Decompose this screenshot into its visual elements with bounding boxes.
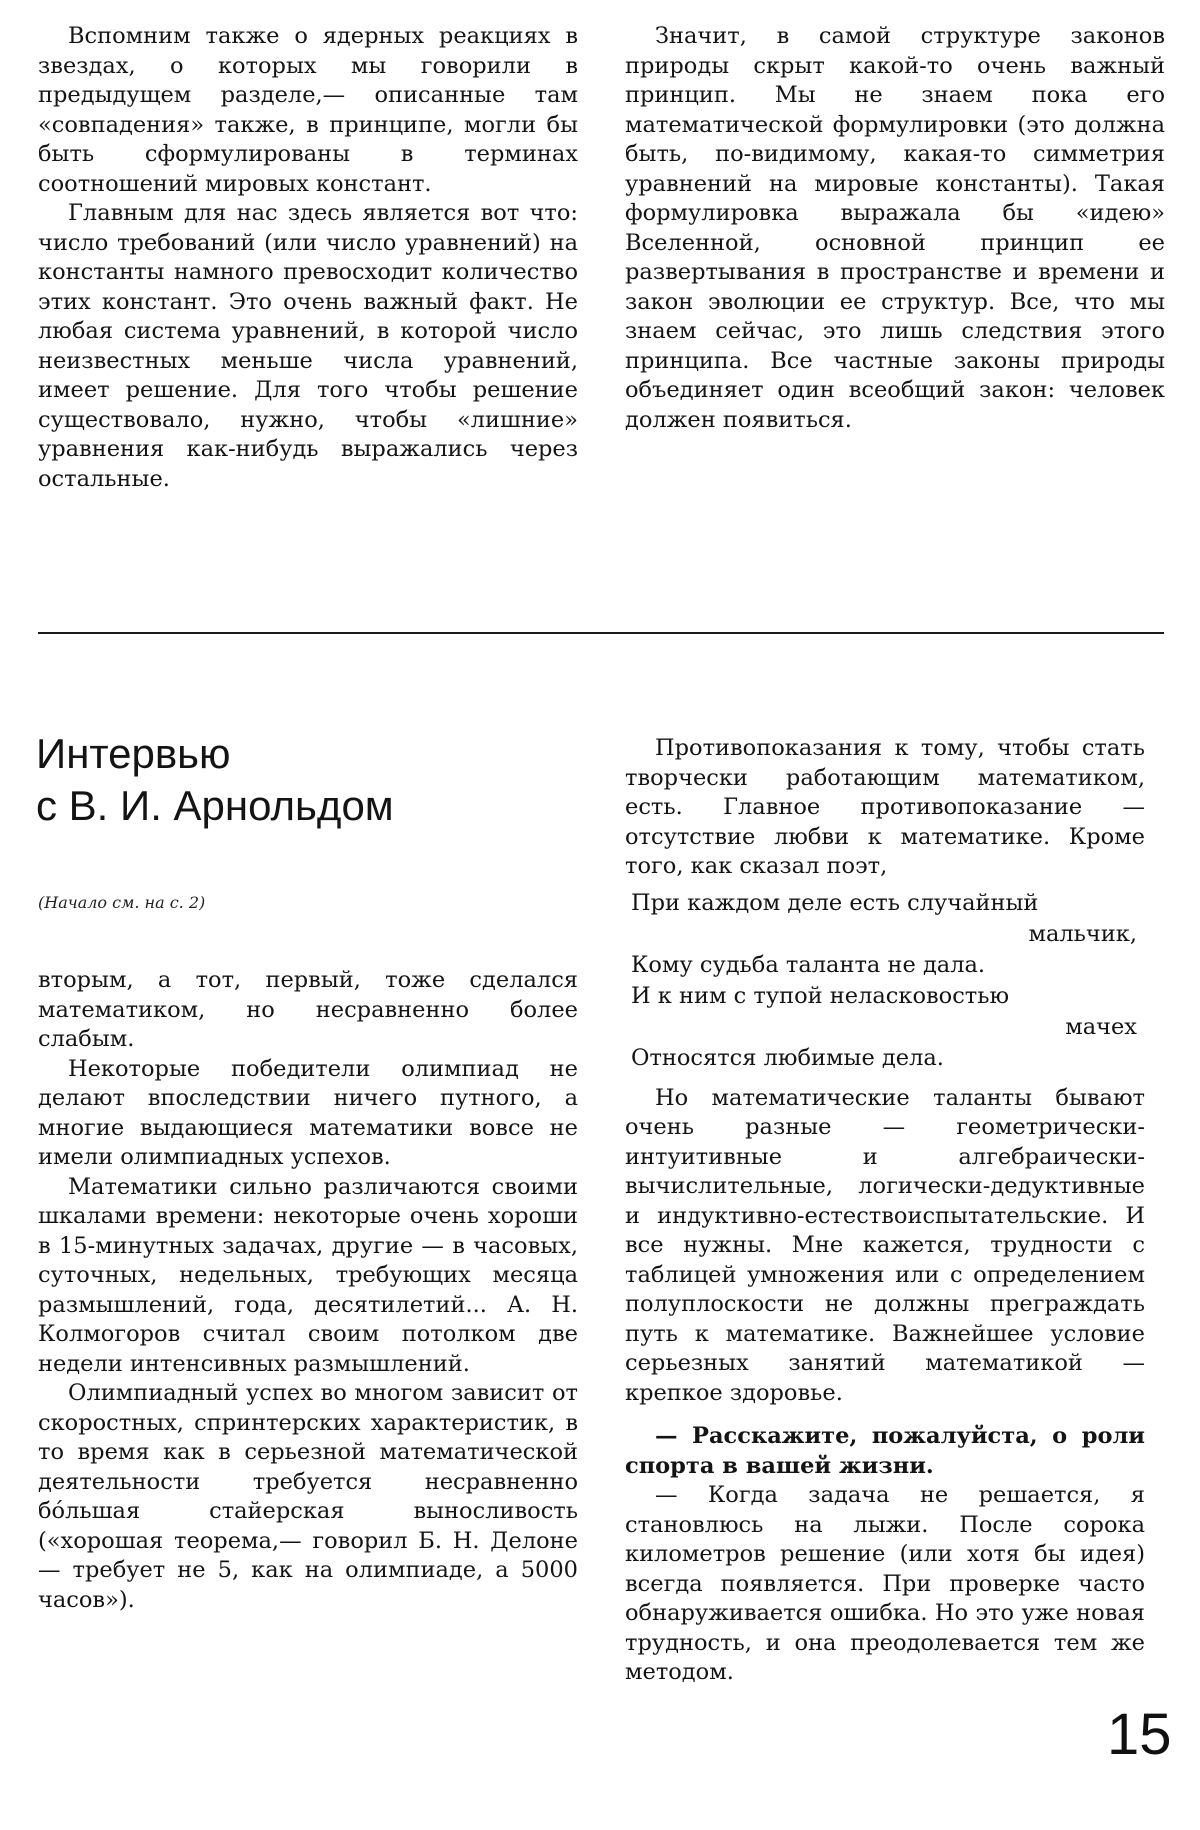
paragraph: Вспомним также о ядерных реакциях в звездах, о которых мы говорили в предыдущем разделе,— описанные там «совпадения» также, в принципе, могли бы быть сформулированы в терминах соотношений мировых констант. [38,23,578,197]
poem-line: Кому судьба таланта не дала. [631,951,986,978]
poem-line-continuation: мальчик, [1028,920,1137,947]
top-left-column [38,22,578,494]
bottom-left-column [38,966,578,1615]
interview-answer: — Когда задача не решается, я становлюсь на лыжи. После сорока километров решение (или хотя бы идея) всегда появляется. При проверке часто обнаруживается ошибка. Но это уже новая трудность, и она преодолевается тем же методом. [625,1482,1145,1685]
article-title [36,728,576,832]
poem-line: При каждом деле есть случайный [631,889,1039,916]
poem-line: Относятся любимые дела. [631,1044,944,1071]
paragraph: Но математические таланты бывают очень разные — геометрически-интуитивные и алгебраически-вычислительные, логически-дедуктивные и индуктивно-естествоиспытательские. И все нужны. Мне кажется, трудности с таблицей умножения или с определением полуплоскости не должны преграждать путь к математике. Важнейшее условие серьезных занятий математикой — крепкое здоровье. [625,1084,1145,1406]
continuation-note: (Начало см. на с. 2) [38,893,206,912]
paragraph: Математики сильно различаются своими шкалами времени: некоторые очень хороши в 15-минутных задачах, другие — в часовых, суточных, недельных, требующих месяца размышлений, года, десятилетий... А. Н. Колмогоров считал своим потолком две недели интенсивных размышлений. [38,1173,578,1377]
paragraph: вторым, а тот, первый, тоже сделался математиком, но несравненно более слабым. [38,967,578,1052]
page-number: 15 [1107,1702,1172,1767]
paragraph: Противопоказания к тому, чтобы стать творчески работающим математиком, есть. Главное противопоказание — отсутствие любви к математике. Кроме того, как сказал поэт, [625,735,1145,879]
paragraph: Олимпиадный успех во многом зависит от скоростных, спринтерских характеристик, в то время как в серьезной математической деятельности требуется несравненно бóльшая стайерская выносливость («хорошая теорема,— говорил Б. Н. Делоне — требует не 5, как на олимпиаде, а 5000 часов»). [38,1380,578,1613]
paragraph: Главным для нас здесь является вот что: число требований (или число уравнений) на константы намного превосходит количество этих констант. Это очень важный факт. Не любая система уравнений, в которой число неизвестных меньше числа уравнений, имеет решение. Для того чтобы решение существовало, нужно, чтобы «лишние» уравнения как-нибудь выражались через остальные. [38,200,578,492]
paragraph: Значит, в самой структуре законов природы скрыт какой-то очень важный принцип. Мы не знаем пока его математической формулировки (это должна быть, по-видимому, какая-то симметрия уравнений на мировые константы). Такая формулировка выражала бы «идею» Вселенной, основной принцип ее развертывания в пространстве и времени и закон эволюции ее структур. Все, что мы знаем сейчас, это лишь следствия этого принципа. Все частные законы природы объединяет один всеобщий закон: человек должен появиться. [625,23,1165,433]
article-title-line: Интервью [36,730,231,777]
poem-line-continuation: мачех [1065,1013,1137,1040]
paragraph: Некоторые победители олимпиад не делают впоследствии ничего путного, а многие выдающиеся математики вовсе не имели олимпиадных успехов. [38,1055,578,1170]
article-title-line: с В. И. Арнольдом [36,782,394,829]
section-divider [38,632,1164,634]
poem-line: И к ним с тупой неласковостью [631,982,1010,1009]
poem-quote [631,888,1145,1074]
bottom-right-column [625,734,1145,1688]
interview-question: — Расскажите, пожалуйста, о роли спорта в вашей жизни. [625,1423,1145,1479]
top-right-column [625,22,1165,435]
